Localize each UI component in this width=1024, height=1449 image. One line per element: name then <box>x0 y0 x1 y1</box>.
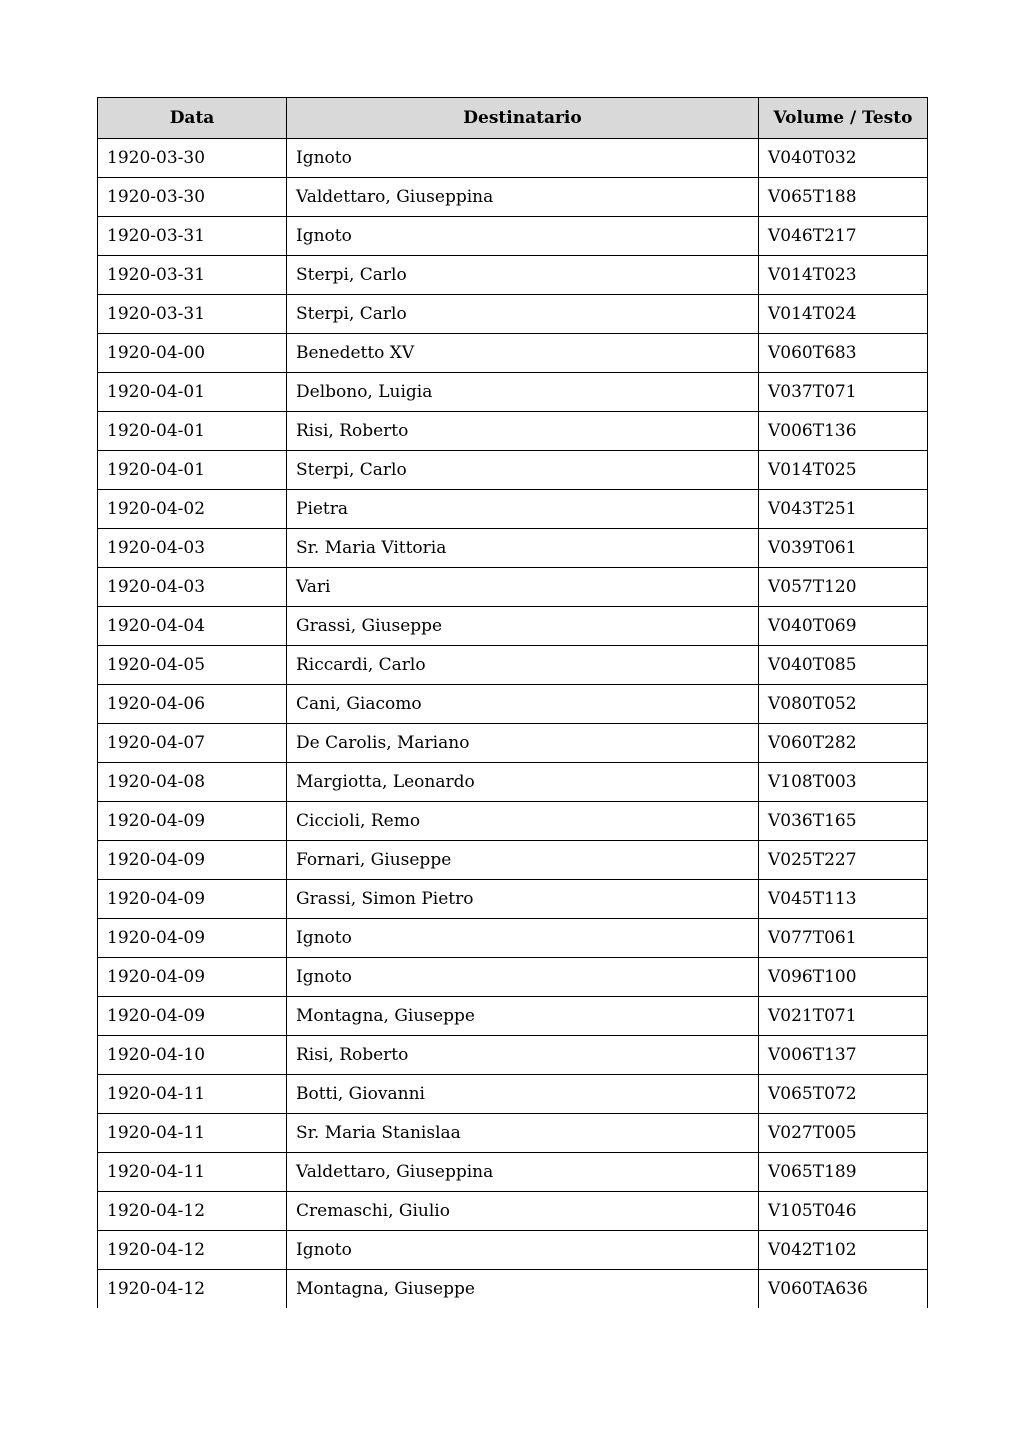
table-row <box>98 646 928 685</box>
cell-date: 1920-03-30 <box>98 178 287 217</box>
cell-recipient: Grassi, Simon Pietro <box>287 880 759 919</box>
table-body <box>98 139 928 1309</box>
cell-volume-text: V021T071 <box>759 997 928 1036</box>
cell-date: 1920-04-09 <box>98 841 287 880</box>
cell-date: 1920-04-01 <box>98 412 287 451</box>
cell-volume-text: V006T137 <box>759 1036 928 1075</box>
cell-date: 1920-04-05 <box>98 646 287 685</box>
cell-recipient: Valdettaro, Giuseppina <box>287 178 759 217</box>
column-header-volume-text: Volume / Testo <box>759 98 928 139</box>
cell-date: 1920-03-31 <box>98 256 287 295</box>
cell-recipient: Risi, Roberto <box>287 1036 759 1075</box>
cell-date: 1920-04-09 <box>98 919 287 958</box>
cell-date: 1920-03-31 <box>98 295 287 334</box>
table-row <box>98 958 928 997</box>
table-row <box>98 451 928 490</box>
cell-volume-text: V043T251 <box>759 490 928 529</box>
table-row <box>98 685 928 724</box>
cell-volume-text: V060TA636 <box>759 1270 928 1309</box>
cell-volume-text: V045T113 <box>759 880 928 919</box>
table-row <box>98 256 928 295</box>
table-row <box>98 295 928 334</box>
cell-recipient: Cani, Giacomo <box>287 685 759 724</box>
cell-volume-text: V014T023 <box>759 256 928 295</box>
cell-date: 1920-04-03 <box>98 568 287 607</box>
cell-recipient: Sr. Maria Stanislaa <box>287 1114 759 1153</box>
cell-volume-text: V108T003 <box>759 763 928 802</box>
cell-date: 1920-04-12 <box>98 1270 287 1309</box>
cell-recipient: Riccardi, Carlo <box>287 646 759 685</box>
cell-volume-text: V065T072 <box>759 1075 928 1114</box>
table-row <box>98 490 928 529</box>
cell-volume-text: V046T217 <box>759 217 928 256</box>
cell-date: 1920-04-11 <box>98 1114 287 1153</box>
cell-date: 1920-04-01 <box>98 451 287 490</box>
cell-date: 1920-04-09 <box>98 880 287 919</box>
cell-volume-text: V077T061 <box>759 919 928 958</box>
cell-recipient: Ignoto <box>287 958 759 997</box>
cell-recipient: Ignoto <box>287 139 759 178</box>
cell-volume-text: V025T227 <box>759 841 928 880</box>
table-row <box>98 1153 928 1192</box>
table-header <box>98 98 928 139</box>
cell-date: 1920-04-09 <box>98 958 287 997</box>
column-header-date: Data <box>98 98 287 139</box>
table-row <box>98 1270 928 1309</box>
cell-recipient: Grassi, Giuseppe <box>287 607 759 646</box>
cell-recipient: Delbono, Luigia <box>287 373 759 412</box>
table-row <box>98 529 928 568</box>
column-header-recipient: Destinatario <box>287 98 759 139</box>
table-row <box>98 568 928 607</box>
cell-date: 1920-04-01 <box>98 373 287 412</box>
cell-date: 1920-04-07 <box>98 724 287 763</box>
table-row <box>98 178 928 217</box>
letters-table <box>97 97 928 1308</box>
table-row <box>98 334 928 373</box>
cell-recipient: Vari <box>287 568 759 607</box>
cell-volume-text: V065T189 <box>759 1153 928 1192</box>
table-row <box>98 1114 928 1153</box>
cell-date: 1920-03-30 <box>98 139 287 178</box>
cell-volume-text: V065T188 <box>759 178 928 217</box>
cell-recipient: Sterpi, Carlo <box>287 451 759 490</box>
cell-date: 1920-04-02 <box>98 490 287 529</box>
cell-date: 1920-04-10 <box>98 1036 287 1075</box>
cell-volume-text: V040T032 <box>759 139 928 178</box>
cell-volume-text: V042T102 <box>759 1231 928 1270</box>
cell-recipient: Benedetto XV <box>287 334 759 373</box>
cell-recipient: Ignoto <box>287 919 759 958</box>
table-row <box>98 1075 928 1114</box>
cell-date: 1920-04-09 <box>98 802 287 841</box>
cell-volume-text: V039T061 <box>759 529 928 568</box>
cell-recipient: Sterpi, Carlo <box>287 256 759 295</box>
cell-volume-text: V040T069 <box>759 607 928 646</box>
cell-volume-text: V036T165 <box>759 802 928 841</box>
table-row <box>98 139 928 178</box>
cell-recipient: Margiotta, Leonardo <box>287 763 759 802</box>
cell-date: 1920-04-09 <box>98 997 287 1036</box>
cell-date: 1920-04-11 <box>98 1075 287 1114</box>
cell-recipient: Ignoto <box>287 217 759 256</box>
cell-volume-text: V105T046 <box>759 1192 928 1231</box>
cell-recipient: Ignoto <box>287 1231 759 1270</box>
table-row <box>98 802 928 841</box>
table-row <box>98 607 928 646</box>
cell-recipient: Pietra <box>287 490 759 529</box>
cell-recipient: Cremaschi, Giulio <box>287 1192 759 1231</box>
cell-date: 1920-03-31 <box>98 217 287 256</box>
table-row <box>98 997 928 1036</box>
table-row <box>98 1231 928 1270</box>
cell-recipient: Fornari, Giuseppe <box>287 841 759 880</box>
cell-recipient: Valdettaro, Giuseppina <box>287 1153 759 1192</box>
cell-volume-text: V060T683 <box>759 334 928 373</box>
cell-recipient: De Carolis, Mariano <box>287 724 759 763</box>
cell-recipient: Montagna, Giuseppe <box>287 997 759 1036</box>
table-row <box>98 217 928 256</box>
cell-volume-text: V014T025 <box>759 451 928 490</box>
cell-volume-text: V014T024 <box>759 295 928 334</box>
table-row <box>98 412 928 451</box>
cell-volume-text: V057T120 <box>759 568 928 607</box>
table-row <box>98 373 928 412</box>
cell-date: 1920-04-00 <box>98 334 287 373</box>
cell-recipient: Sr. Maria Vittoria <box>287 529 759 568</box>
cell-recipient: Ciccioli, Remo <box>287 802 759 841</box>
table-row <box>98 880 928 919</box>
cell-date: 1920-04-12 <box>98 1192 287 1231</box>
cell-recipient: Montagna, Giuseppe <box>287 1270 759 1309</box>
cell-date: 1920-04-08 <box>98 763 287 802</box>
cell-volume-text: V027T005 <box>759 1114 928 1153</box>
cell-recipient: Sterpi, Carlo <box>287 295 759 334</box>
cell-volume-text: V037T071 <box>759 373 928 412</box>
cell-volume-text: V040T085 <box>759 646 928 685</box>
table-row <box>98 919 928 958</box>
cell-recipient: Botti, Giovanni <box>287 1075 759 1114</box>
cell-volume-text: V060T282 <box>759 724 928 763</box>
table-row <box>98 724 928 763</box>
cell-date: 1920-04-04 <box>98 607 287 646</box>
cell-recipient: Risi, Roberto <box>287 412 759 451</box>
cell-date: 1920-04-11 <box>98 1153 287 1192</box>
cell-date: 1920-04-12 <box>98 1231 287 1270</box>
table-row <box>98 763 928 802</box>
cell-date: 1920-04-03 <box>98 529 287 568</box>
cell-volume-text: V096T100 <box>759 958 928 997</box>
table-row <box>98 1036 928 1075</box>
table-row <box>98 841 928 880</box>
cell-date: 1920-04-06 <box>98 685 287 724</box>
header-row <box>98 98 928 139</box>
table-row <box>98 1192 928 1231</box>
cell-volume-text: V006T136 <box>759 412 928 451</box>
cell-volume-text: V080T052 <box>759 685 928 724</box>
